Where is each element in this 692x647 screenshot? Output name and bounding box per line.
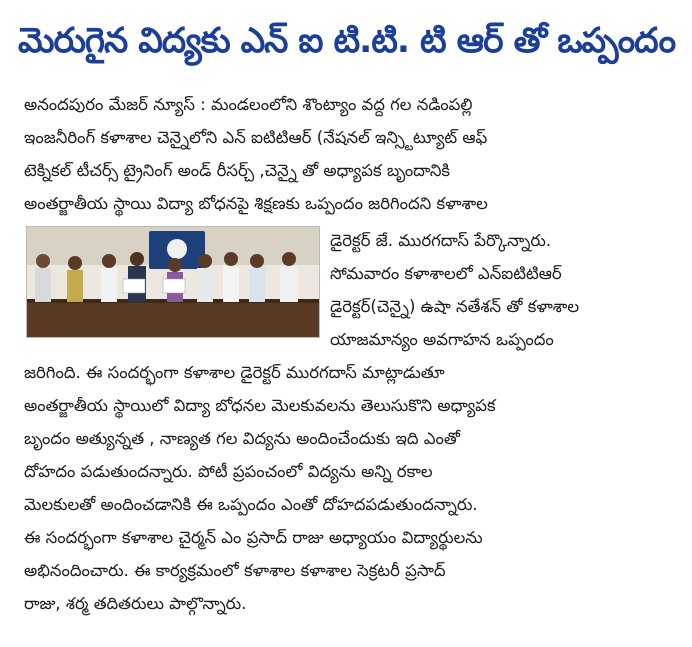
article-line: సోమవారం కళాశాలలో ఎన్ఐటిటిఆర్	[330, 264, 562, 283]
article-line: అంతర్జాతీయ స్థాయిలో విద్యా బోధనల మెలకువలను తెలుసుకొని అధ్యాపక	[24, 396, 496, 415]
article-line: దోహదం పడుతుందన్నారు. పోటీ ప్రపంచంలో విద్యను అన్ని రకాల	[24, 462, 433, 481]
article-line: రాజు, శర్మ తదితరులు పాల్గొన్నారు.	[24, 594, 247, 613]
article-line: జరిగింది. ఈ సందర్భంగా కళాశాల డైరెక్టర్ మురగదాస్ మాట్లాడుతూ	[24, 363, 445, 382]
article-line: అనందపురం మేజర్ న్యూస్ : మండలంలోని శొంట్యాం వద్ద గల నడింపల్లి	[24, 95, 473, 114]
article-line: అభినందించారు. ఈ కార్యక్రమంలో కళాశాల కళాశాల సెక్రటరీ ప్రసాద్	[24, 561, 446, 580]
article-line: యాజమాన్యం అవగాహన ఒప్పందం	[330, 330, 554, 349]
article-line: ఈ సందర్భంగా కళాశాల చైర్మన్ ఎం ప్రసాద్ రాజు అధ్యాయం విద్యార్థులను	[24, 528, 483, 547]
article-line: డైరెక్టర్ జే. మురగదాస్ పేర్కొన్నారు.	[330, 231, 552, 250]
article-line: ఇంజనీరింగ్ కళాశాల చెన్నైలోని ఎన్ ఐటిటిఆర్ (నేషనల్ ఇన్స్టిట్యూట్ ఆఫ్	[24, 128, 488, 147]
article-line: మెలకులతో అందించడానికి ఈ ఒప్పందం ఎంతో దోహదపడుతుందన్నారు.	[24, 495, 478, 514]
article-line: డైరెక్టర్(చెన్నై) ఉషా నతేశన్ తో కళాశాల	[330, 297, 580, 316]
article-line: టెక్నికల్ టీచర్స్ ట్రైనింగ్ అండ్ రీసర్చ్ ,చెన్నై తో అధ్యాపక బృందానికి	[24, 161, 451, 180]
article-line: బృందం అత్యున్నత , నాణ్యత గల విద్యను అందించేందుకు ఇది ఎంతో	[24, 429, 460, 448]
group-photo	[26, 226, 320, 338]
group-photo-image	[27, 227, 319, 337]
article-line: అంతర్జాతీయ స్థాయి విద్యా బోధనపై శిక్షణకు ఒప్పందం జరిగిందని కళాశాల	[24, 194, 488, 213]
headline: మెరుగైన విద్యకు ఎన్ ఐ టి.టి. టి ఆర్ తో ఒప్పందం	[18, 21, 676, 61]
